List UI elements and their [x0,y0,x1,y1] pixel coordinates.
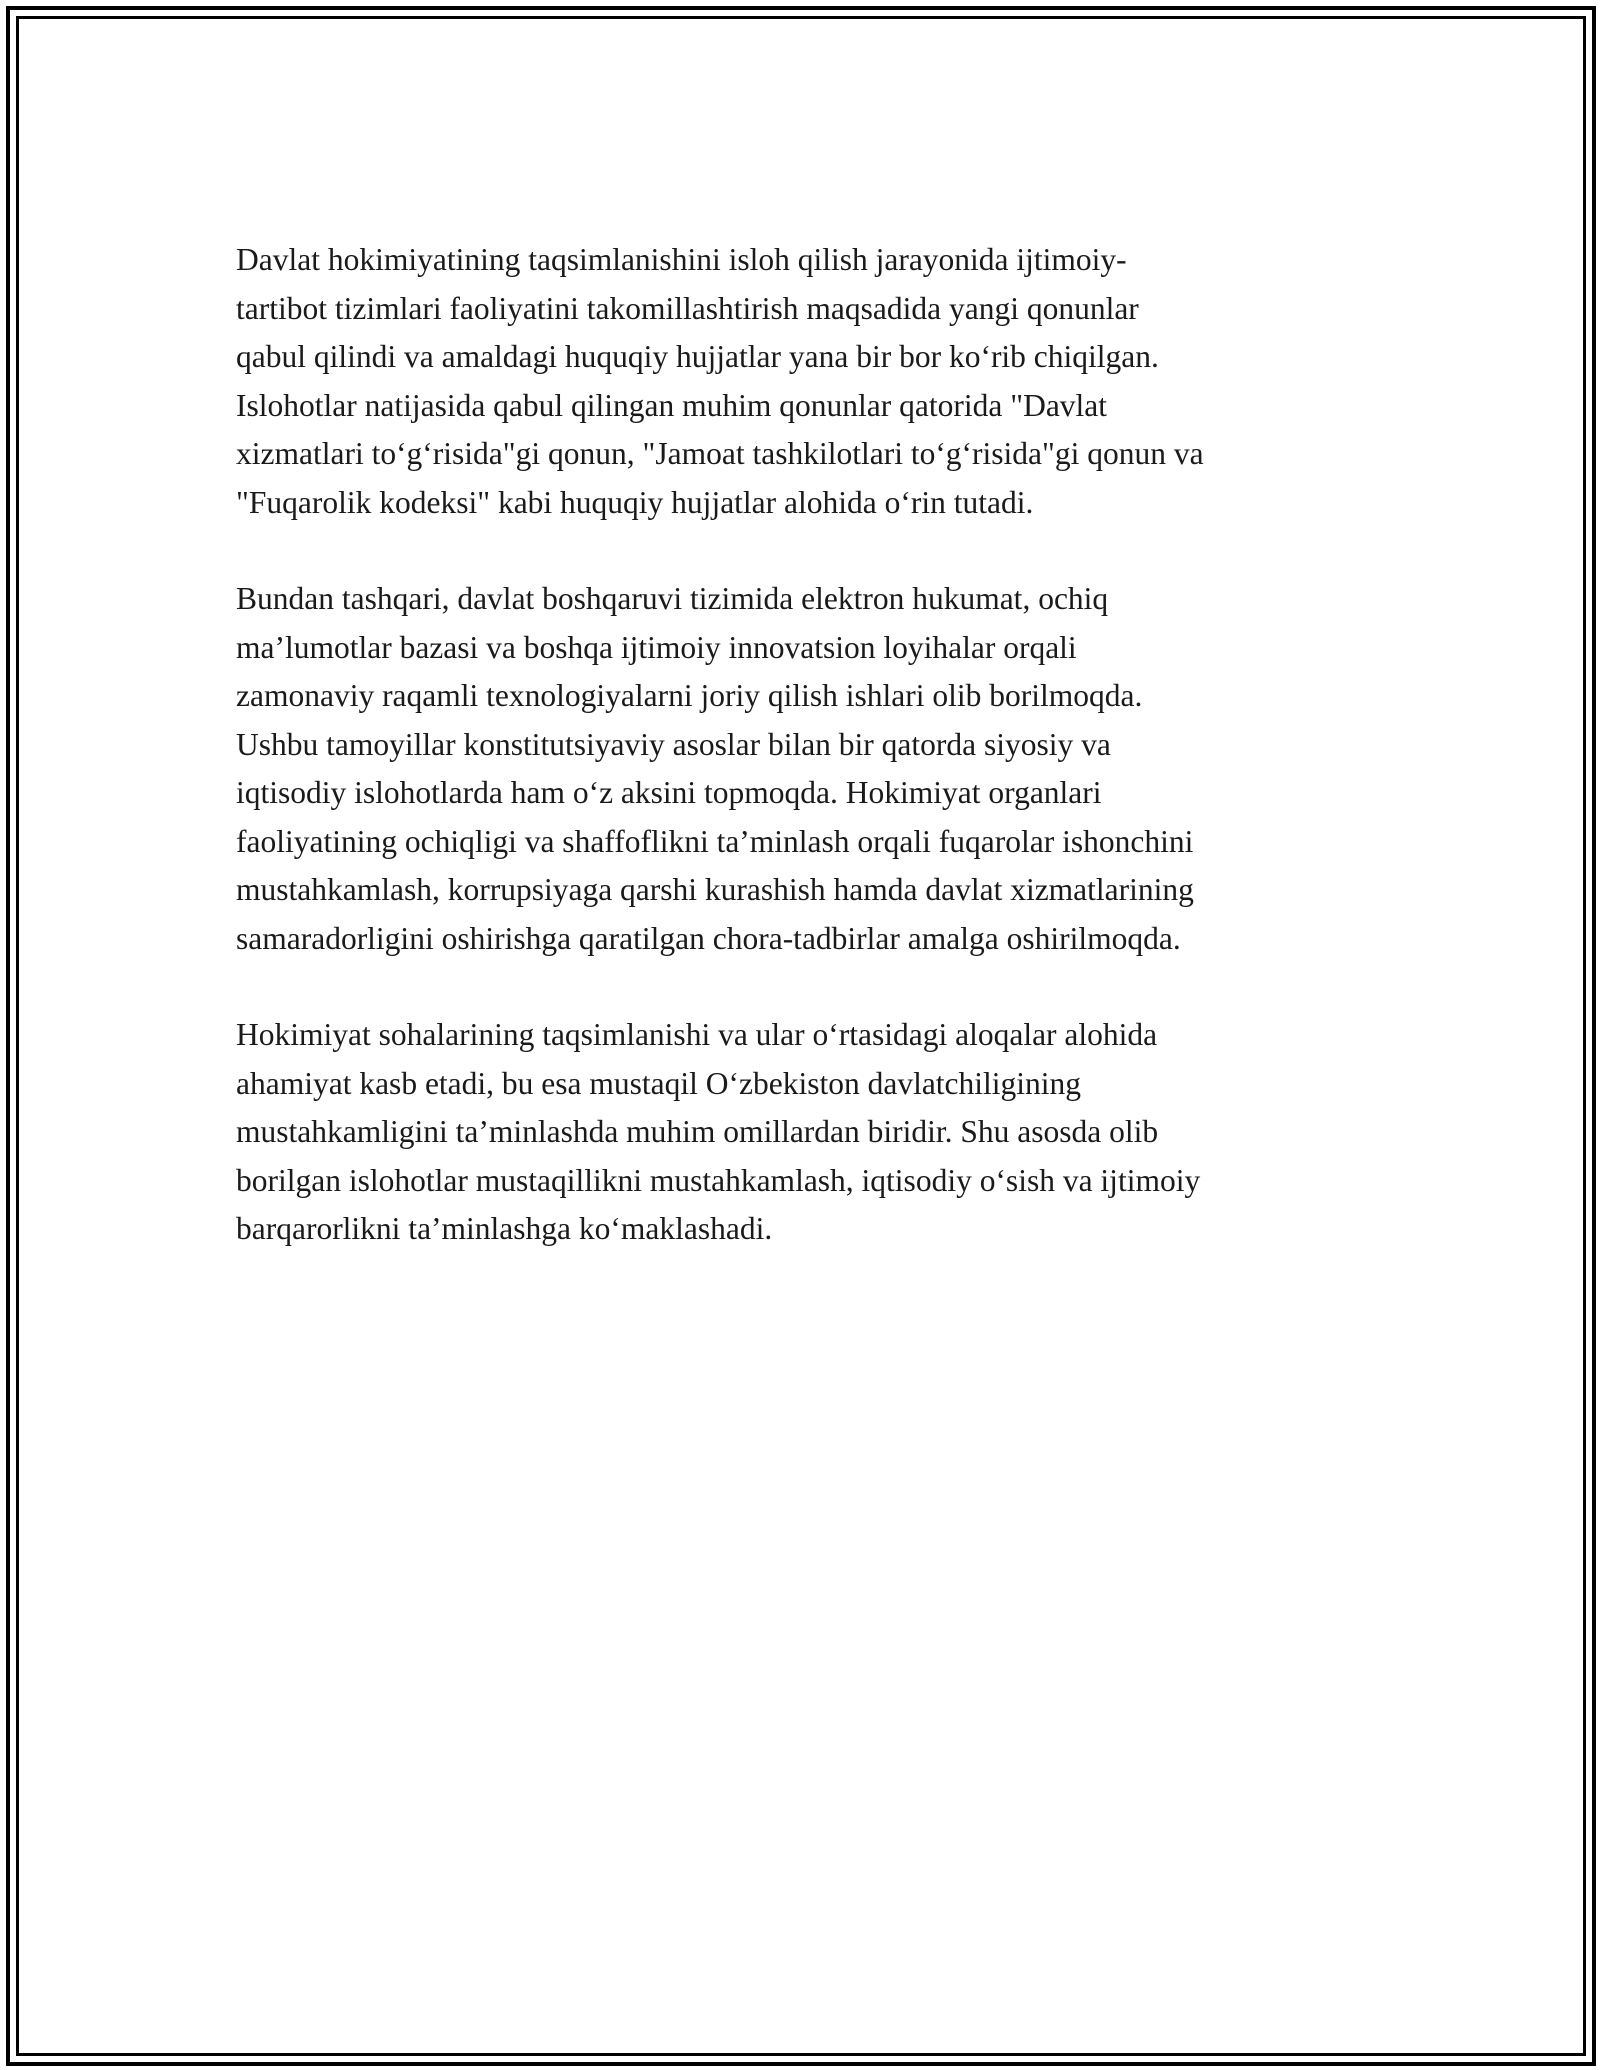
document-body [236,236,1376,1302]
paragraph-line: barqarorlikni ta’minlashga ko‘maklashadi. [236,1211,773,1246]
paragraph-line: ahamiyat kasb etadi, bu esa mustaqil O‘zbekiston davlatchiligining [236,1065,1082,1101]
paragraph-1 [236,236,1376,527]
paragraph-line: qabul qilindi va amaldagi huquqiy hujjatlar yana bir bor ko‘rib chiqilgan. [236,339,1159,374]
paragraph-line: Islohotlar natijasida qabul qilingan muhim qonunlar qatorida "Davlat [236,387,1108,423]
paragraph-line: borilgan islohotlar mustaqillikni mustahkamlash, iqtisodiy o‘sish va ijtimoiy [236,1162,1201,1198]
paragraph-line: mustahkamligini ta’minlashda muhim omillardan biridir. Shu asosda olib [236,1114,1159,1149]
paragraph-line: samaradorligini oshirishga qaratilgan chora-tadbirlar amalga oshirilmoqda. [236,920,1181,956]
paragraph-line: mustahkamlash, korrupsiyaga qarshi kurashish hamda davlat xizmatlarining [236,872,1194,907]
paragraph-line: "Fuqarolik kodeksi" kabi huquqiy hujjatlar alohida o‘rin tutadi. [236,484,1034,520]
paragraph-line: faoliyatining ochiqligi va shaffoflikni ta’minlash orqali fuqarolar ishonchini [236,823,1194,859]
paragraph-2 [236,575,1376,963]
paragraph-line: tartibot tizimlari faoliyatini takomillashtirish maqsadida yangi qonunlar [236,290,1139,326]
paragraph-line: xizmatlari to‘g‘risida"gi qonun, "Jamoat tashkilotlari to‘g‘risida"gi qonun va [236,436,1204,471]
paragraph-line: Hokimiyat sohalarining taqsimlanishi va ular o‘rtasidagi aloqalar alohida [236,1017,1158,1052]
paragraph-line: zamonaviy raqamli texnologiyalarni joriy qilish ishlari olib borilmoqda. [236,678,1143,713]
paragraph-line: ma’lumotlar bazasi va boshqa ijtimoiy innovatsion loyihalar orqali [236,629,1077,665]
paragraph-line: Ushbu tamoyillar konstitutsiyaviy asoslar bilan bir qatorda siyosiy va [236,726,1111,762]
paragraph-line: iqtisodiy islohotlarda ham o‘z aksini topmoqda. Hokimiyat organlari [236,775,1102,810]
paragraph-line: Davlat hokimiyatining taqsimlanishini isloh qilish jarayonida ijtimoiy- [236,242,1127,277]
paragraph-line: Bundan tashqari, davlat boshqaruvi tizimida elektron hukumat, ochiq [236,581,1109,616]
paragraph-3 [236,1011,1376,1254]
